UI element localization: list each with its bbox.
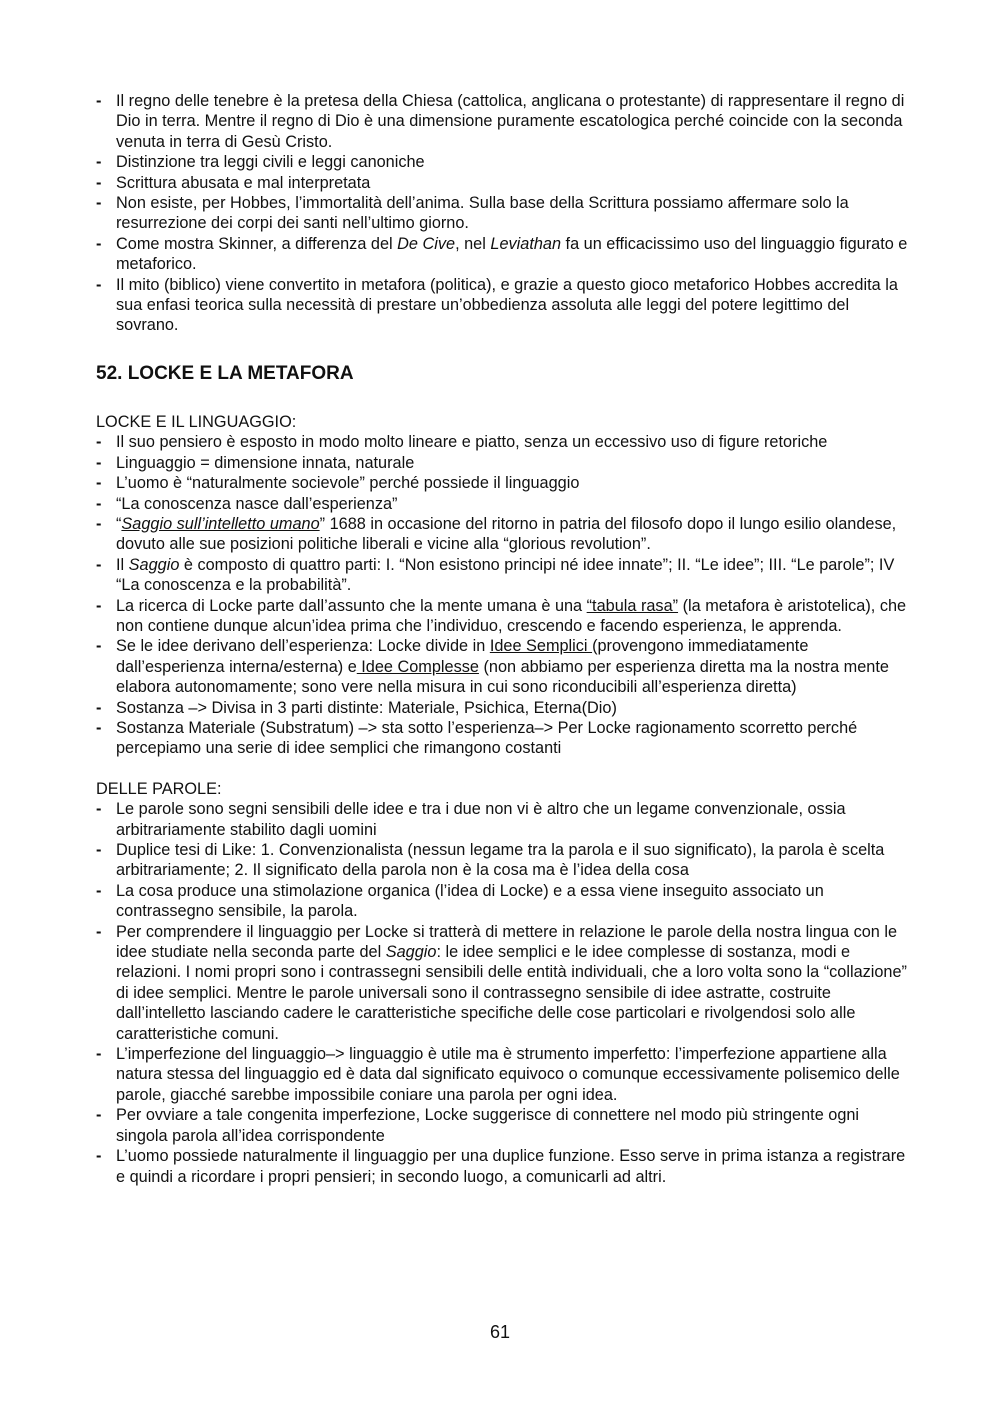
text-span: ” 1688 in occasione del ritorno in patria del filosofo dopo il lungo esilio olandese, dovuto alle sue posizioni politiche liberali e vicine alla “glorious revolution”. (116, 514, 897, 554)
text-span: (provengono immediatamente dall’esperienza interna/esterna) e (116, 637, 809, 676)
linguaggio-heading: LOCKE E IL LINGUAGGIO: (96, 412, 297, 431)
text-span: : le idee semplici e le idee complesse di sostanza, modi e relazioni. I nomi propri sono i contrassegni sensibili delle entità individuali, che a loro volta sono la “collazione” di idee semplici. Mentre le parole universali sono il contrassegno sensibile di idee astratte, costruite dall’intelletto lasciando cadere le caratteristiche specifiche delle cose particolari e rivolgendosi solo alle caratteristiche comuni. (116, 943, 907, 1043)
list-item: - Non esiste, per Hobbes, l’immortalità dell’anima. Sulla base della Scrittura possiamo affermare solo la resurrezione dei corpi dei santi nell’ultimo giorno. (96, 193, 908, 234)
saggio-link[interactable]: Saggio sull’intelletto umano (121, 514, 320, 533)
text-span: , nel (455, 234, 491, 253)
list-item: - Il mito (biblico) viene convertito in metafora (politica), e grazie a questo gioco metaforico Hobbes accredita la sua enfasi teorica sulla necessità di prestare un’obbedienza assoluta alle leggi del potere legittimo del sovrano. (96, 275, 908, 336)
text-span: è composto di quattro parti: I. “Non esistono principi né idee innate”; II. “Le idee”; III. “Le parole”; IV “La conoscenza e la probabilità”. (116, 555, 895, 595)
italic-title: De Cive (397, 234, 456, 253)
list-item: - Linguaggio = dimensione innata, naturale (96, 453, 908, 473)
list-item (96, 636, 908, 697)
section-title: 52. LOCKE E LA METAFORA (96, 362, 354, 384)
page-number: 61 (489, 1322, 511, 1342)
text-span: “ (116, 514, 122, 533)
underlined-term: “tabula rasa” (586, 596, 679, 615)
linguaggio-list (96, 432, 908, 759)
list-item: - L’uomo è “naturalmente socievole” perché possiede il linguaggio (96, 473, 908, 493)
list-item: - Le parole sono segni sensibili delle idee e tra i due non vi è altro che un legame convenzionale, ossia arbitrariamente stabilito dagli uomini (96, 799, 908, 840)
list-item: - “La conoscenza nasce dall’esperienza” (96, 494, 908, 514)
list-item (96, 234, 908, 275)
text-span: fa un efficacissimo uso del linguaggio figurato e metaforico. (116, 234, 908, 274)
spacer (96, 759, 908, 779)
text-span: Se le idee derivano dell’esperienza: Locke divide in (116, 637, 490, 656)
underlined-term: Idee Complesse (356, 657, 479, 676)
text-span: Per comprendere il linguaggio per Locke si tratterà di mettere in relazione le parole della nostra lingua con le idee studiate nella seconda parte del (116, 922, 898, 962)
text-span: (non abbiamo per esperienza diretta ma la nostra mente elabora autonomamente; sono vere nella misura in cui sono riconducibili all’esperienza diretta) (116, 657, 889, 697)
list-item: - Scrittura abusata e mal interpretata (96, 173, 908, 193)
parole-heading: DELLE PAROLE: (96, 779, 222, 798)
list-item: - La cosa produce una stimolazione organica (l’idea di Locke) e a essa viene inseguito associato un contrassegno sensibile, la parola. (96, 881, 908, 922)
parole-list (96, 799, 908, 1187)
list-item: - Duplice tesi di Like: 1. Convenzionalista (nessun legame tra la parola e il suo significato), la parola è scelta arbitrariamente; 2. Il significato della parola non è la cosa ma è l’idea della cosa (96, 840, 908, 881)
list-item: - Il regno delle tenebre è la pretesa della Chiesa (cattolica, anglicana o protestante) di rappresentare il regno di Dio in terra. Mentre il regno di Dio è una dimensione puramente escatologica perché coincide con la seconda venuta in terra di Gesù Cristo. (96, 91, 908, 152)
list-item: - L’imperfezione del linguaggio–> linguaggio è utile ma è strumento imperfetto: l’imperfezione appartiene alla natura stessa del linguaggio ed è data dal significato equivoco o comunque eccessivamente polisemico delle parole, giacché sarebbe impossibile coniare una parola per ogni idea. (96, 1044, 908, 1105)
list-item: - Distinzione tra leggi civili e leggi canoniche (96, 152, 908, 172)
list-item (96, 514, 908, 555)
text-span: (la metafora è aristotelica), che non contiene dunque alcun’idea prima che l’individuo, crescendo e facendo esperienza, le apprenda. (116, 596, 907, 635)
list-item (96, 555, 908, 596)
underlined-term: Idee Semplici (489, 637, 593, 656)
text-span: Come mostra Skinner, a differenza del (116, 234, 398, 253)
list-item: - Il suo pensiero è esposto in modo molto lineare e piatto, senza un eccessivo uso di figure retoriche (96, 432, 908, 452)
list-item: - Per ovviare a tale congenita imperfezione, Locke suggerisce di connettere nel modo più stringente ogni singola parola all’idea corrispondente (96, 1105, 908, 1146)
list-item (96, 596, 908, 637)
italic-title: Saggio (128, 555, 180, 574)
italic-title: Saggio (385, 943, 437, 962)
text-span: La ricerca di Locke parte dall’assunto che la mente umana è una (116, 596, 587, 615)
italic-title: Leviathan (490, 234, 562, 253)
list-item: - Sostanza Materiale (Substratum) –> sta sotto l’esperienza–> Per Locke ragionamento scorretto perché percepiamo una serie di idee semplici che rimangono costanti (96, 718, 908, 759)
list-item (96, 922, 908, 1044)
hobbes-bullet-list (96, 91, 908, 336)
list-item: - L’uomo possiede naturalmente il linguaggio per una duplice funzione. Esso serve in prima istanza a registrare e quindi a ricordare i propri pensieri; in secondo luogo, a comunicarli ad altri. (96, 1146, 908, 1187)
list-item: - Sostanza –> Divisa in 3 parti distinte: Materiale, Psichica, Eterna(Dio) (96, 698, 908, 718)
page-content (96, 91, 908, 1187)
text-span: Il (116, 555, 129, 574)
